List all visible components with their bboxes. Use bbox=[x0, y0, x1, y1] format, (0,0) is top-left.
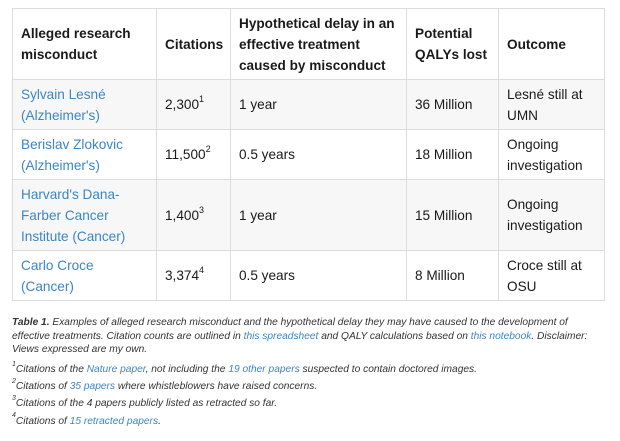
table-row bbox=[13, 251, 605, 301]
citations-cell bbox=[157, 130, 231, 180]
delay-cell: 1 year bbox=[231, 80, 407, 130]
caption-text: Examples of alleged research misconduct and the hypothetical delay they may have caused to the development of effective treatments. Citation counts are outlined in bbox=[12, 317, 568, 342]
caption-label: Table 1. bbox=[12, 317, 50, 328]
footnote-1 bbox=[12, 361, 602, 378]
qalys-cell: 15 Million bbox=[407, 180, 499, 251]
qalys-cell: 18 Million bbox=[407, 130, 499, 180]
footnote-ref: 2 bbox=[205, 144, 211, 155]
footnote-ref: 4 bbox=[199, 265, 205, 276]
table-row bbox=[13, 80, 605, 130]
table-caption bbox=[12, 316, 602, 357]
misconduct-name-link[interactable]: Carlo Croce (Cancer) bbox=[21, 257, 94, 294]
footnote-ref: 1 bbox=[199, 94, 205, 105]
table-row bbox=[13, 130, 605, 180]
header-qalys: Potential QALYs lost bbox=[407, 9, 499, 80]
citations-value: 3,374 bbox=[165, 268, 200, 283]
footnote-text: Citations of the 4 papers publicly listed as retracted so far. bbox=[15, 398, 278, 410]
footnote-ref: 3 bbox=[199, 204, 205, 215]
delay-cell: 0.5 years bbox=[231, 130, 407, 180]
citations-value: 2,300 bbox=[165, 97, 200, 112]
misconduct-name-cell bbox=[13, 251, 157, 301]
header-alleged-misconduct: Alleged research misconduct bbox=[13, 9, 157, 80]
misconduct-name-cell bbox=[13, 130, 157, 180]
footnote-2 bbox=[12, 378, 602, 395]
footnotes bbox=[12, 361, 602, 430]
citations-value: 1,400 bbox=[165, 207, 200, 223]
misconduct-table-container bbox=[12, 8, 604, 301]
footnote-text: suspected to contain doctored images. bbox=[299, 364, 477, 375]
footnote-number: 3 bbox=[12, 394, 16, 402]
outcome-cell: Lesné still at UMN bbox=[499, 80, 605, 130]
footnote-text: Citations of the bbox=[15, 364, 87, 375]
caption-text: and QALY calculations based on bbox=[318, 330, 471, 342]
footnote-text: . bbox=[158, 415, 161, 427]
nature-paper-link[interactable]: Nature paper bbox=[86, 364, 146, 375]
citations-cell bbox=[157, 251, 231, 301]
footnote-4 bbox=[12, 413, 602, 430]
footnote-number: 4 bbox=[12, 412, 16, 420]
spreadsheet-link[interactable]: this spreadsheet bbox=[243, 330, 319, 342]
footnote-number: 2 bbox=[12, 377, 16, 385]
header-outcome: Outcome bbox=[499, 9, 605, 80]
retracted-papers-link[interactable]: 15 retracted papers bbox=[69, 415, 159, 427]
footnote-3 bbox=[12, 395, 602, 412]
misconduct-name-cell bbox=[13, 80, 157, 130]
citations-cell bbox=[157, 180, 231, 251]
citations-value: 11,500 bbox=[165, 147, 206, 162]
misconduct-name-link[interactable]: Sylvain Lesné (Alzheimer's) bbox=[21, 86, 106, 123]
citations-cell bbox=[157, 80, 231, 130]
footnote-text: Citations of bbox=[15, 381, 70, 393]
footnote-text: Citations of bbox=[15, 415, 70, 427]
header-delay: Hypothetical delay in an effective treatment caused by misconduct bbox=[231, 9, 407, 80]
papers-link[interactable]: 35 papers bbox=[69, 381, 116, 393]
table-header-row bbox=[13, 9, 605, 80]
table-row bbox=[13, 180, 605, 251]
footnote-text: , not including the bbox=[145, 364, 229, 375]
misconduct-name-link[interactable]: Harvard's Dana-Farber Cancer Institute (Cancer) bbox=[21, 186, 126, 244]
caption-text: . Disclaimer: Views expressed are my own. bbox=[12, 330, 588, 355]
footnote-text: where whistleblowers have raised concerns. bbox=[115, 381, 318, 393]
header-citations: Citations bbox=[157, 9, 231, 80]
outcome-cell: Ongoing investigation bbox=[499, 130, 605, 180]
misconduct-table bbox=[12, 8, 605, 301]
misconduct-name-cell bbox=[13, 180, 157, 251]
notebook-link[interactable]: this notebook bbox=[470, 330, 532, 342]
delay-cell: 1 year bbox=[231, 180, 407, 251]
other-papers-link[interactable]: 19 other papers bbox=[228, 364, 300, 375]
qalys-cell: 36 Million bbox=[407, 80, 499, 130]
delay-cell: 0.5 years bbox=[231, 251, 407, 301]
misconduct-name-link[interactable]: Berislav Zlokovic (Alzheimer's) bbox=[21, 136, 123, 173]
outcome-cell: Ongoing investigation bbox=[499, 180, 605, 251]
outcome-cell: Croce still at OSU bbox=[499, 251, 605, 301]
footnote-number: 1 bbox=[12, 360, 16, 368]
qalys-cell: 8 Million bbox=[407, 251, 499, 301]
